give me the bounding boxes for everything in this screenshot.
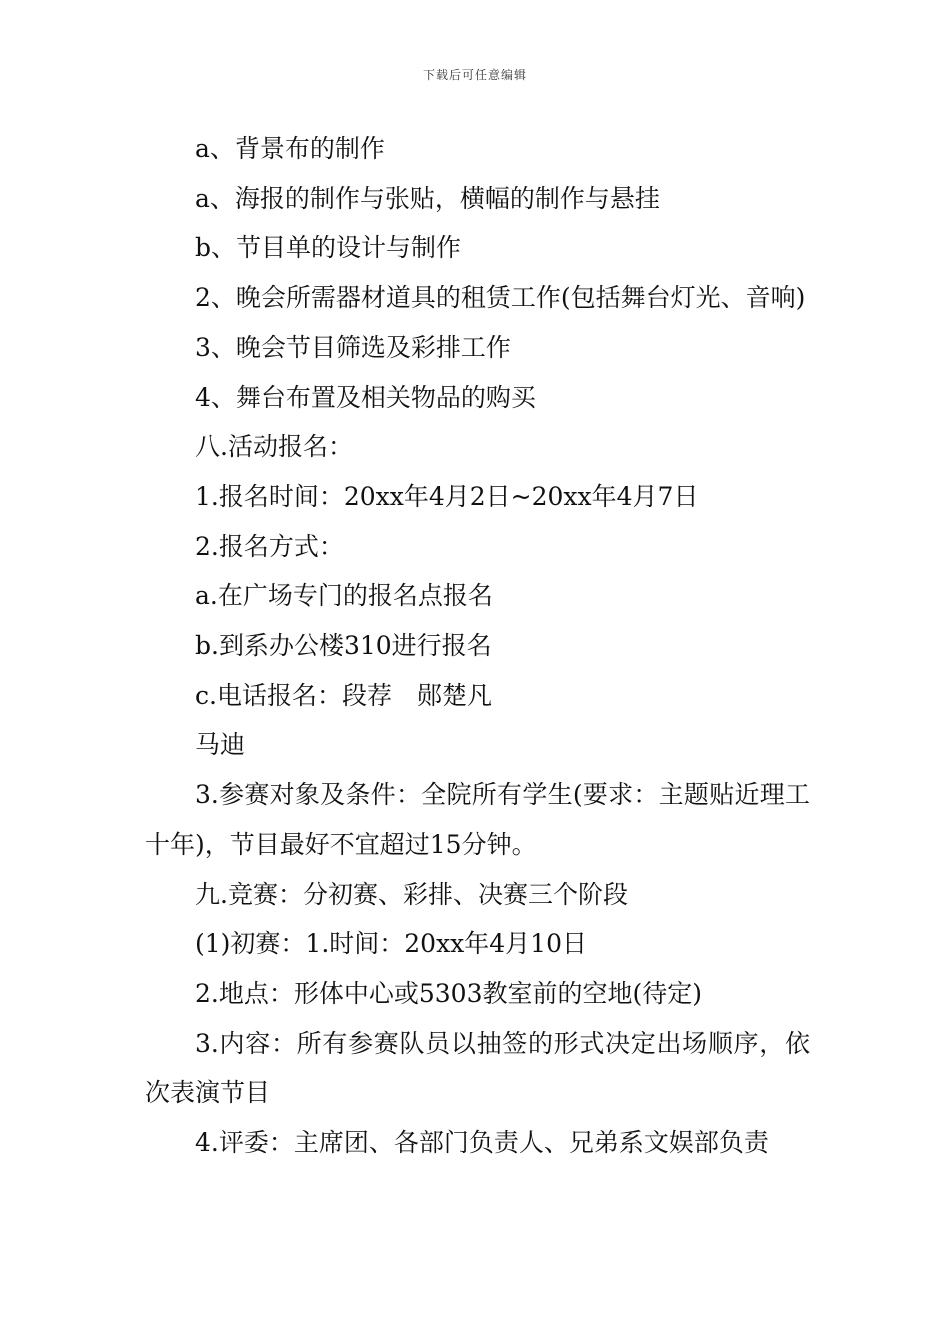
section-heading: 八.活动报名： [195, 432, 353, 462]
paragraph: 2.地点：形体中心或5303教室前的空地(待定) [195, 978, 702, 1008]
document-body [145, 124, 810, 1168]
paragraph: a、海报的制作与张贴，横幅的制作与悬挂 [195, 183, 660, 213]
paragraph: 2、晚会所需器材道具的租赁工作(包括舞台灯光、音响) [195, 283, 806, 313]
paragraph: 马迪 [195, 730, 246, 760]
paragraph: 3.内容：所有参赛队员以抽签的形式决定出场顺序，依次表演节目 [145, 1028, 810, 1108]
page-header: 下载后可任意编辑 [422, 68, 527, 82]
paragraph: 3、晚会节目筛选及彩排工作 [195, 332, 511, 362]
paragraph: b、节目单的设计与制作 [195, 233, 462, 263]
paragraph: a.在广场专门的报名点报名 [195, 581, 493, 611]
paragraph: (1)初赛：1.时间：20xx年4月10日 [195, 929, 587, 959]
section-heading: 九.竞赛：分初赛、彩排、决赛三个阶段 [195, 879, 628, 909]
paragraph: 3.参赛对象及条件：全院所有学生(要求：主题贴近理工十年)，节目最好不宜超过15分钟。 [145, 780, 810, 859]
paragraph: a、背景布的制作 [195, 134, 385, 163]
paragraph: 4.评委：主席团、各部门负责人、兄弟系文娱部负责 [195, 1128, 769, 1158]
paragraph: b.到系办公楼310进行报名 [195, 631, 492, 661]
paragraph: 2.报名方式： [195, 531, 344, 561]
paragraph: 1.报名时间：20xx年4月2日~20xx年4月7日 [195, 481, 699, 511]
paragraph: c.电话报名：段荐 郧楚凡 [195, 680, 492, 710]
paragraph: 4、舞台布置及相关物品的购买 [195, 382, 536, 412]
